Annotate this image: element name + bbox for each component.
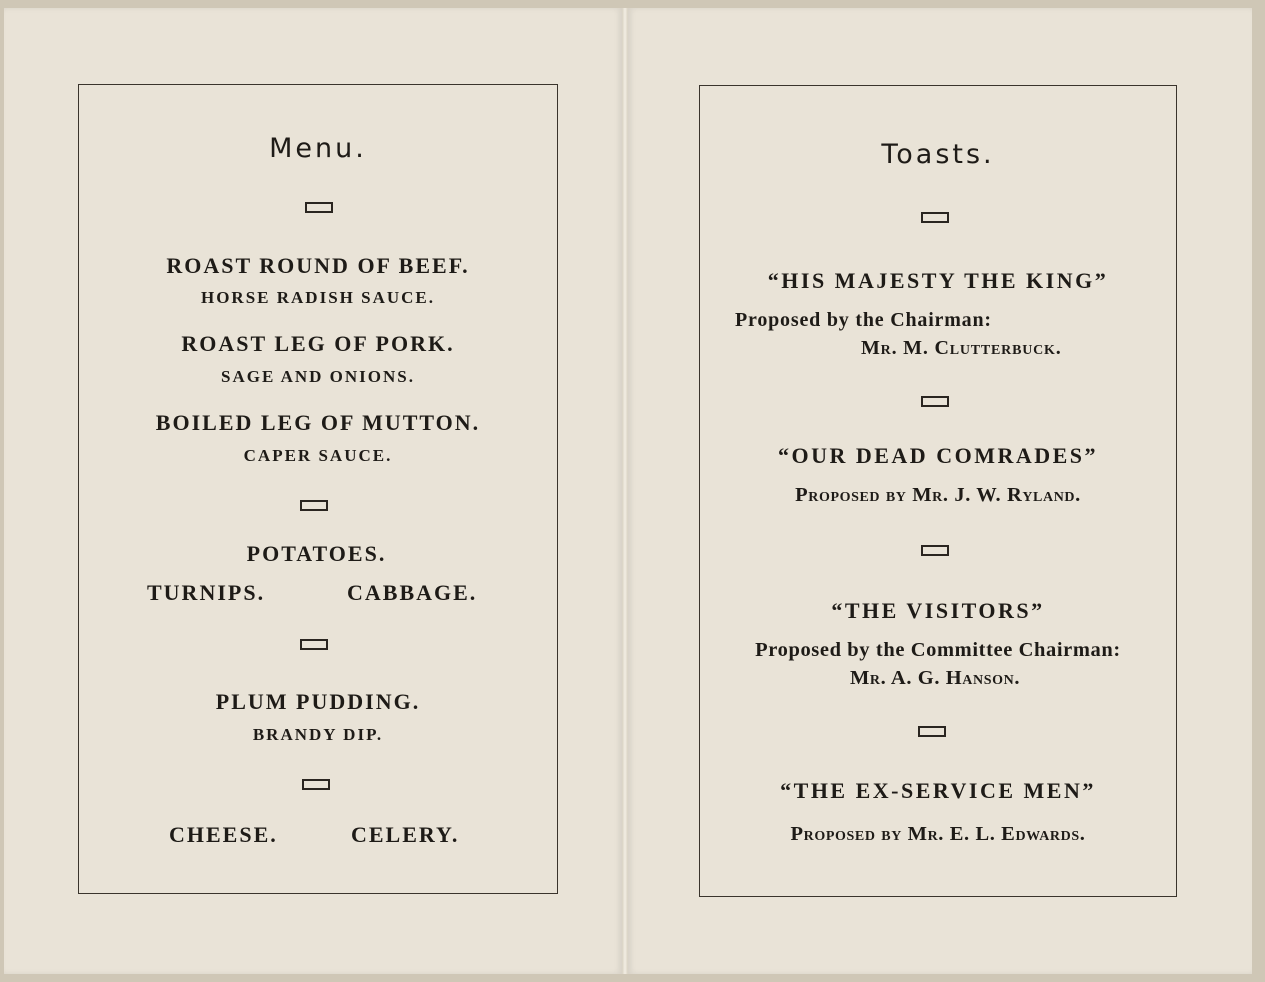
dish-pork: ROAST LEG OF PORK. <box>181 331 455 356</box>
separator-ornament <box>918 726 946 737</box>
toast-visitors-proposed-by: Proposed by the Committee Chairman: <box>755 639 1121 661</box>
toast-ex-service-men: “THE EX-SERVICE MEN” <box>780 778 1096 803</box>
dish-mutton: BOILED LEG OF MUTTON. <box>155 410 481 435</box>
dish-plum-pudding: PLUM PUDDING. <box>215 689 421 714</box>
separator-ornament <box>302 779 330 790</box>
menu-frame <box>78 84 558 894</box>
toasts-frame <box>699 85 1177 897</box>
separator-ornament <box>921 396 949 407</box>
veg-turnips: TURNIPS. <box>147 580 266 605</box>
menu-heading: Menu. <box>269 133 367 164</box>
separator-ornament <box>921 545 949 556</box>
toasts-heading: Toasts. <box>881 139 995 170</box>
veg-cabbage: CABBAGE. <box>347 580 478 605</box>
toast-visitors-proposer: Mr. A. G. Hanson. <box>849 667 1021 689</box>
toast-dead-comrades-proposer: Proposed by Mr. J. W. Ryland. <box>795 484 1081 506</box>
sauce-caper: CAPER SAUCE. <box>243 446 393 465</box>
item-cheese: CHEESE. <box>169 822 278 847</box>
toast-king: “HIS MAJESTY THE KING” <box>767 268 1109 293</box>
sauce-horse-radish: HORSE RADISH SAUCE. <box>200 288 435 307</box>
toast-king-proposed-by: Proposed by the Chairman: <box>735 309 992 331</box>
sauce-brandy-dip: BRANDY DIP. <box>252 725 384 744</box>
separator-ornament <box>300 639 328 650</box>
toast-visitors: “THE VISITORS” <box>831 598 1045 623</box>
dish-beef: ROAST ROUND OF BEEF. <box>166 253 470 278</box>
veg-potatoes: POTATOES. <box>246 541 387 566</box>
sauce-sage-onions: SAGE AND ONIONS. <box>220 367 415 386</box>
item-celery: CELERY. <box>351 822 460 847</box>
separator-ornament <box>921 212 949 223</box>
toast-dead-comrades: “OUR DEAD COMRADES” <box>777 443 1099 468</box>
toast-ex-service-men-proposer: Proposed by Mr. E. L. Edwards. <box>790 823 1086 845</box>
toast-king-proposer: Mr. M. Clutterbuck. <box>861 337 1062 359</box>
separator-ornament <box>305 202 333 213</box>
separator-ornament <box>300 500 328 511</box>
